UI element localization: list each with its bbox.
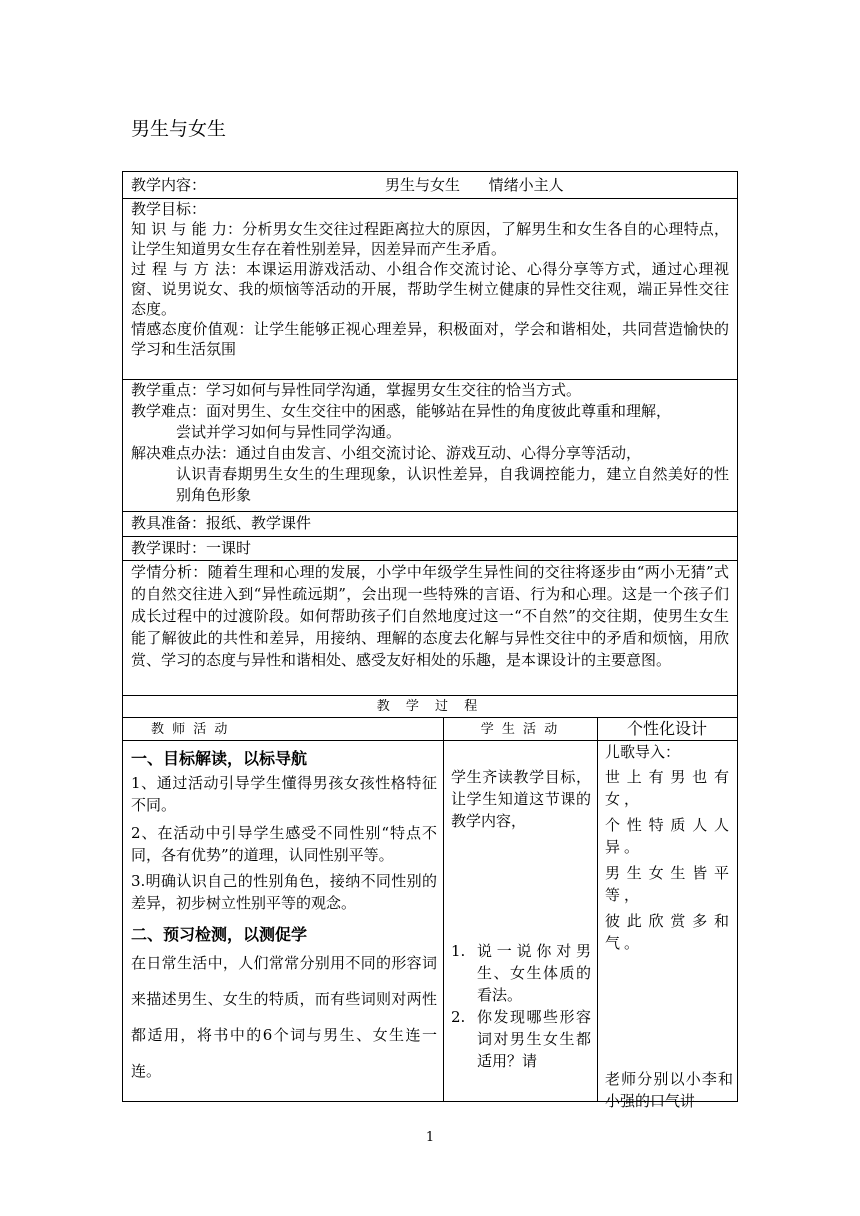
rhyme-line-2: 个性特质人人异。 [605, 816, 733, 856]
process-heading-row [123, 696, 737, 718]
rhyme-line-3: 男生女生皆平等， [605, 864, 733, 904]
goals-heading: 教学目标： [131, 200, 207, 218]
goal-emotion: 情感态度价值观：让学生能够正视心理差异，积极面对，学会和谐相处，共同营造愉快的学习和生活氛围 [131, 320, 729, 358]
student-intro: 学生齐读教学目标，让学生知道这节课的教学内容， [451, 768, 591, 830]
content-value: 男生与女生 情绪小主人 [385, 176, 564, 194]
hours-row [123, 537, 737, 561]
materials-row [123, 512, 737, 537]
teacher-goal-1: 1、通过活动引导学生懂得男孩女孩性格特征不同。 [131, 774, 437, 814]
page-number: 1 [425, 1130, 435, 1145]
student-item-1-number: 1. [451, 942, 466, 960]
content-row [123, 172, 737, 199]
rhyme-line-1: 世上有男也有女， [605, 768, 733, 808]
col-divider-2 [597, 718, 598, 1101]
key-difficulty-cont: 尝试并学习如何与异性同学沟通。 [176, 423, 402, 441]
process-heading: 教 学 过 程 [376, 699, 484, 714]
page-title: 男生与女生 [131, 118, 227, 140]
teacher-section1-title: 一、目标解读，以标导航 [131, 749, 308, 768]
student-activity [451, 766, 591, 1072]
student-item-1-text: 说一说你对男生、女生体质的看法。 [477, 942, 591, 1004]
student-item-2-text: 你发现哪些形容词对男生女生都适用？请 [477, 1008, 591, 1070]
key-solution: 解决难点办法：通过自由发言、小组交流讨论、游戏互动、心得分享等活动， [131, 444, 642, 462]
hours-text: 教学课时：一课时 [131, 539, 252, 557]
goal-process: 过 程 与 方 法：本课运用游戏活动、小组合作交流讨论、心得分享等方式，通过心理视窗、说男说女、我的烦恼等活动的开展，帮助学生树立健康的异性交往观，端正异性交往态度。 [131, 260, 729, 318]
key-solution-cont: 认识青春期男生女生的生理现象，认识性差异，自我调控能力，建立自然美好的性别角色形象 [176, 465, 729, 504]
teacher-activity [131, 746, 437, 1089]
lesson-plan-table [122, 171, 738, 1110]
rhyme-title: 儿歌导入： [605, 743, 681, 761]
rhyme-line-4: 彼此欣赏多和气。 [605, 912, 733, 952]
process-area [123, 718, 737, 1110]
student-item-2-number: 2. [451, 1008, 466, 1026]
student-item-2 [451, 1006, 591, 1072]
key-focus: 教学重点：学习如何与异性同学沟通，掌握男女生交往的恰当方式。 [131, 381, 582, 399]
design-note: 老师分别以小李和小强的口气讲 [605, 1070, 733, 1110]
col-student-header: 学 生 活 动 [480, 722, 560, 737]
teacher-goal-3: 3.明确认识自己的性别角色，接纳不同性别的差异，初步树立性别平等的观念。 [131, 872, 437, 912]
goals-row [123, 199, 737, 380]
teacher-goal-2: 2、在活动中引导学生感受不同性别“特点不同，各有优势”的道理，认同性别平等。 [131, 824, 437, 864]
teacher-section2-text: 在日常生活中，人们常常分别用不同的形容词来描述男生、女生的特质，而有些词则对两性都适用，将书中的6个词与男生、女生连一连。 [131, 954, 437, 1080]
keypoints-row [123, 380, 737, 512]
key-difficulty: 教学难点：面对男生、女生交往中的困惑，能够站在异性的角度彼此尊重和理解， [131, 402, 672, 420]
personalized-design [605, 742, 733, 1112]
content-label: 教学内容： [131, 176, 207, 194]
col-teacher-header: 教 师 活 动 [151, 722, 230, 737]
student-item-1 [451, 940, 591, 1006]
col-design-header: 个性化设计 [626, 719, 707, 738]
materials-text: 教具准备：报纸、教学课件 [131, 514, 312, 532]
goal-knowledge: 知 识 与 能 力：分析男女生交往过程距离拉大的原因，了解男生和女生各自的心理特点，让学生知道男女生存在着性别差异，因差异而产生矛盾。 [131, 220, 729, 258]
analysis-text: 学情分析：随着生理和心理的发展，小学中年级学生异性间的交往将逐步由“两小无猜”式的自然交往进入到“异性疏远期”，会出现一些特殊的言语、行为和心理。这是一个孩子们成长过程中的过渡阶段。如何帮助孩子们自然地度过这一“不自然”的交往期，使男生女生能了解彼此的共性和差异，用接纳、理解的态度去化解与异性交往中的矛盾和烦恼，用欣赏、学习的态度与异性和谐相处、感受友好相处的乐趣，是本课设计的主要意图。 [131, 563, 729, 669]
col-divider-1 [443, 718, 444, 1101]
analysis-row [123, 561, 737, 696]
teacher-section2-title: 二、预习检测，以测促学 [131, 925, 308, 944]
